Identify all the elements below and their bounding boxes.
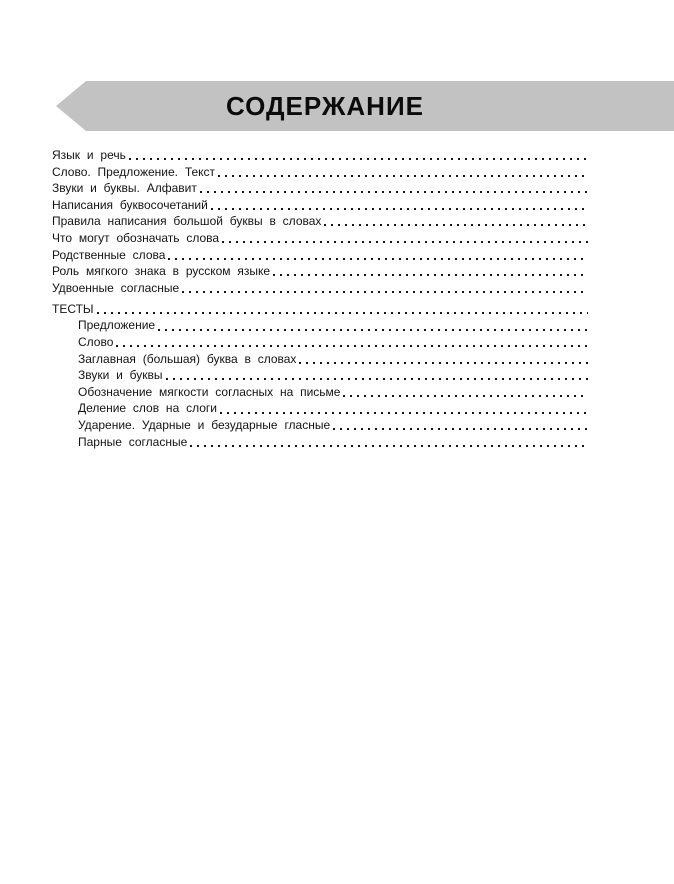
toc-entry bbox=[52, 213, 588, 230]
toc-entry-label: Удвоенные согласные bbox=[52, 280, 180, 295]
toc-entry bbox=[52, 147, 588, 164]
toc-entry-label: Деление слов на слоги bbox=[78, 401, 217, 416]
toc-entry-label: Заглавная (большая) буква в словах bbox=[78, 351, 297, 366]
dot-leader bbox=[97, 312, 588, 314]
toc-entry-label: Слово bbox=[78, 335, 114, 350]
toc-entry-label: Роль мягкого знака в русском языке bbox=[52, 264, 271, 279]
toc-entry-label: Написания буквосочетаний bbox=[52, 197, 208, 212]
toc-entry bbox=[52, 351, 588, 368]
dot-leader bbox=[211, 208, 588, 210]
toc-entry-label: Парные согласные bbox=[78, 434, 188, 449]
toc-entry-label: ТЕСТЫ bbox=[52, 301, 94, 316]
toc-entry bbox=[52, 180, 588, 197]
toc-entry bbox=[52, 384, 588, 401]
toc-entry-label: Что могут обозначать слова bbox=[52, 230, 220, 245]
dot-leader bbox=[324, 224, 588, 226]
dot-leader bbox=[299, 362, 588, 364]
toc-entry bbox=[52, 230, 588, 247]
toc-entry bbox=[52, 263, 588, 280]
dot-leader bbox=[182, 291, 588, 293]
toc-entry-label: Обозначение мягкости согласных на письме bbox=[78, 384, 341, 399]
toc-entry-label: Предложение bbox=[78, 318, 156, 333]
toc-entry bbox=[52, 280, 588, 297]
toc-entry-label: Слово. Предложение. Текст bbox=[52, 164, 216, 179]
dot-leader bbox=[273, 274, 588, 276]
dot-leader bbox=[333, 428, 588, 430]
toc-entry bbox=[52, 197, 588, 214]
dot-leader bbox=[168, 258, 588, 260]
toc-entry bbox=[52, 400, 588, 417]
dot-leader bbox=[158, 329, 588, 331]
dot-leader bbox=[200, 191, 588, 193]
toc-entry bbox=[52, 334, 588, 351]
toc-entry bbox=[52, 417, 588, 434]
dot-leader bbox=[166, 378, 588, 380]
toc-entry bbox=[52, 247, 588, 264]
toc-entry-label: Родственные слова bbox=[52, 247, 166, 262]
dot-leader bbox=[343, 395, 588, 397]
toc-entry bbox=[52, 434, 588, 451]
toc-entry bbox=[52, 317, 588, 334]
table-of-contents bbox=[52, 147, 588, 450]
dot-leader bbox=[222, 241, 588, 243]
dot-leader bbox=[116, 345, 588, 347]
dot-leader bbox=[220, 412, 588, 414]
toc-entry-label: Язык и речь bbox=[52, 148, 126, 162]
dot-leader bbox=[218, 175, 588, 177]
toc-entry-label: Звуки и буквы bbox=[78, 368, 163, 383]
toc-entry bbox=[52, 367, 588, 384]
page-title: СОДЕРЖАНИЕ bbox=[226, 91, 424, 121]
dot-leader bbox=[190, 445, 588, 447]
toc-entry bbox=[52, 164, 588, 181]
toc-entry-label: Ударение. Ударные и безударные гласные bbox=[78, 418, 331, 432]
toc-entry-label: Правила написания большой буквы в словах bbox=[52, 214, 322, 229]
toc-entry-tests-header bbox=[52, 301, 588, 318]
dot-leader bbox=[129, 158, 588, 160]
toc-entry-label: Звуки и буквы. Алфавит bbox=[52, 181, 197, 196]
